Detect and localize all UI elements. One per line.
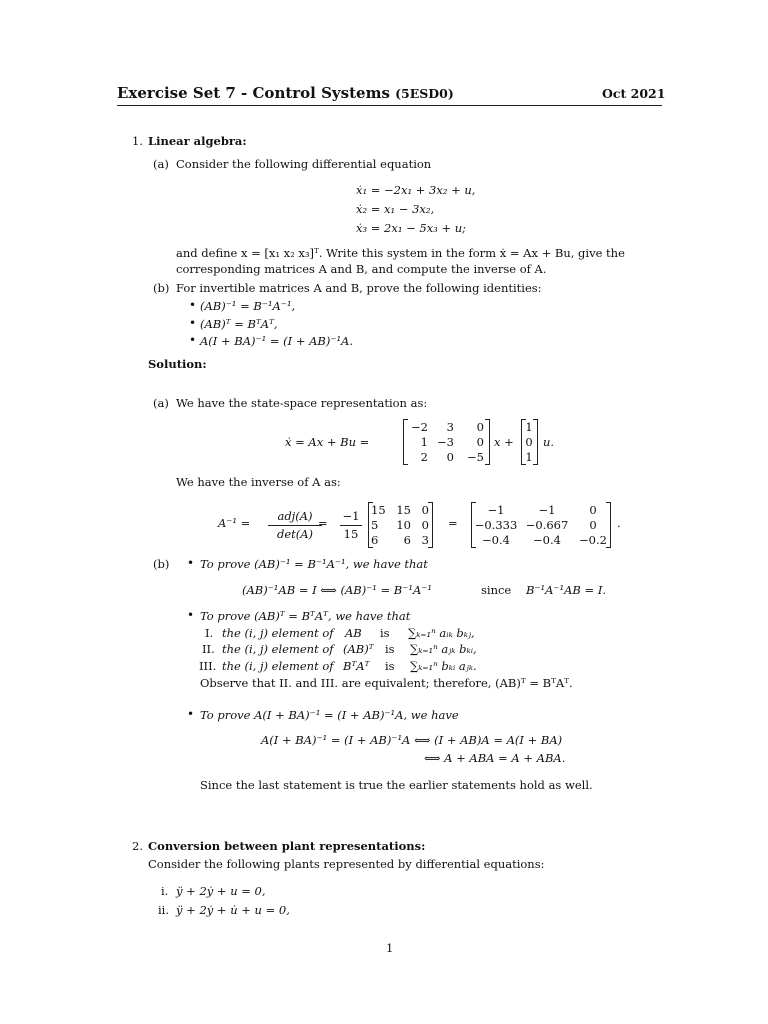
proof-1-since: since (481, 583, 512, 597)
proof-1-equation: (AB)⁻¹AB = I ⟺ (AB)⁻¹ = B⁻¹A⁻¹ (242, 583, 432, 597)
inverse-intro: We have the inverse of A as: (176, 475, 341, 489)
proof-2-sum: ∑ₖ₌₁ⁿ aⱼₖ bₖᵢ, (410, 642, 477, 656)
proof-2-text: the (i, j) element of (222, 659, 334, 673)
inv-lhs: A⁻¹ = (218, 516, 251, 530)
sol-a-intro: We have the state-space representation as: (176, 396, 428, 410)
matrix-inv-cell: −0.4 (482, 533, 510, 547)
matrix-a-cell: 3 (446, 420, 454, 434)
ss-mid: x + (494, 435, 514, 449)
inv-end: . (617, 516, 621, 530)
proof-2-is: is (380, 626, 390, 640)
q1a-text-1: and define x = [x₁ x₂ x₃]ᵀ. Write this system in the form ẋ = Ax + Bu, give the (176, 246, 625, 260)
fraction-adj-den: det(A) (276, 527, 314, 541)
proof-2-num: III. (199, 659, 217, 673)
proof-3-conclusion: Since the last statement is true the earlier statements hold as well. (200, 778, 593, 792)
proof-2-expr: AB (345, 626, 362, 640)
exercise-title (117, 84, 454, 102)
matrix-adj-cell: 15 (371, 503, 386, 517)
matrix-a-cell: −3 (437, 435, 454, 449)
q1b-label: (b) (153, 281, 170, 295)
matrix-adj-cell: 6 (371, 533, 379, 547)
matrix-adj-right-bracket (428, 502, 433, 548)
matrix-a-cell: 0 (476, 435, 484, 449)
equals-sign: = (318, 516, 328, 530)
matrix-a-cell: 0 (446, 450, 454, 464)
proof-2-expr: BᵀAᵀ (343, 659, 370, 673)
proof-1-intro: To prove (AB)⁻¹ = B⁻¹A⁻¹, we have that (200, 557, 428, 571)
equals-sign-2: = (448, 516, 458, 530)
proof-1-since-eq: B⁻¹A⁻¹AB = I. (526, 583, 607, 597)
matrix-adj-cell: 15 (396, 503, 411, 517)
q1-title: Linear algebra: (148, 134, 247, 148)
matrix-adj-cell: 3 (421, 533, 429, 547)
q2-item-label: i. (161, 884, 169, 898)
proof-2-expr: (AB)ᵀ (343, 642, 374, 656)
proof-3-intro: To prove A(I + BA)⁻¹ = (I + AB)⁻¹A, we have (200, 708, 459, 722)
proof-2-intro: To prove (AB)ᵀ = BᵀAᵀ, we have that (200, 609, 411, 623)
course-code: (5ESD0) (395, 86, 454, 101)
matrix-a-cell: −5 (467, 450, 484, 464)
vector-b-cell: 1 (525, 450, 533, 464)
matrix-inv-cell: −0.333 (474, 518, 518, 532)
q2-item-equation: ÿ + 2ẏ + u = 0, (176, 884, 266, 898)
proof-2-sum: ∑ₖ₌₁ⁿ bₖᵢ aⱼₖ. (410, 659, 477, 673)
fraction-adj-line (268, 525, 322, 526)
sol-a-label: (a) (153, 396, 169, 410)
bullet-icon: • (187, 556, 195, 570)
matrix-adj-cell: 5 (371, 518, 379, 532)
fraction-scalar-line (340, 525, 362, 526)
q1a-text-2: corresponding matrices A and B, and compute the inverse of A. (176, 262, 547, 276)
identity-1: (AB)⁻¹ = B⁻¹A⁻¹, (200, 299, 296, 313)
proof-2-text: the (i, j) element of (222, 642, 334, 656)
bullet-icon: • (189, 298, 197, 312)
q2-item-equation: ÿ + 2ẏ + u̇ + u = 0, (176, 903, 290, 917)
vector-b-cell: 1 (525, 420, 533, 434)
matrix-inv-cell: −0.4 (533, 533, 561, 547)
matrix-adj-cell: 0 (421, 518, 429, 532)
bullet-icon: • (189, 316, 197, 330)
proof-2-sum: ∑ₖ₌₁ⁿ aᵢₖ bₖⱼ, (408, 626, 475, 640)
proof-2-num: II. (202, 642, 215, 656)
page-number: 1 (386, 941, 394, 955)
equation-line-3: ẋ₃ = 2x₁ − 5x₃ + u; (356, 221, 467, 235)
exercise-title-text: Exercise Set 7 - Control Systems (117, 84, 390, 102)
matrix-adj-cell: 6 (403, 533, 411, 547)
q2-number: 2. (132, 839, 143, 853)
matrix-inv-cell: −0.2 (579, 533, 607, 547)
proof-2-is: is (385, 642, 395, 656)
proof-2-num: I. (205, 626, 214, 640)
identity-3: A(I + BA)⁻¹ = (I + AB)⁻¹A. (200, 334, 354, 348)
matrix-inv-cell: 0 (589, 503, 597, 517)
solution-heading: Solution: (148, 357, 207, 371)
bullet-icon: • (187, 608, 195, 622)
equation-line-2: ẋ₂ = x₁ − 3x₂, (356, 202, 435, 216)
sol-b-label: (b) (153, 557, 170, 571)
proof-3-equation-2: ⟺ A + ABA = A + ABA. (424, 751, 566, 765)
proof-2-is: is (385, 659, 395, 673)
fraction-scalar-den: 15 (343, 527, 359, 541)
matrix-a-cell: 1 (420, 435, 428, 449)
equation-line-1: ẋ₁ = −2x₁ + 3x₂ + u, (356, 183, 476, 197)
q1a-intro: Consider the following differential equation (176, 157, 432, 171)
proof-2-conclusion: Observe that II. and III. are equivalent; therefore, (AB)ᵀ = BᵀAᵀ. (200, 676, 573, 690)
matrix-inv-cell: −1 (487, 503, 505, 517)
fraction-adj-num: adj(A) (277, 509, 313, 523)
proof-2-text: the (i, j) element of (222, 626, 334, 640)
proof-3-equation-1: A(I + BA)⁻¹ = (I + AB)⁻¹A ⟺ (I + AB)A = A(I + BA) (261, 733, 563, 747)
header-rule (117, 105, 662, 106)
fraction-scalar-num: −1 (342, 509, 360, 523)
matrix-a-right-bracket (485, 419, 490, 465)
vector-b-cell: 0 (525, 435, 533, 449)
q1b-intro: For invertible matrices A and B, prove the following identities: (176, 281, 542, 295)
ss-end: u. (543, 435, 555, 449)
ss-lhs: ẋ = Ax + Bu = (285, 435, 370, 449)
matrix-adj-cell: 10 (396, 518, 411, 532)
q2-intro: Consider the following plants represented by differential equations: (148, 857, 545, 871)
bullet-icon: • (189, 333, 197, 347)
matrix-a-cell: −2 (411, 420, 428, 434)
q2-item-label: ii. (158, 903, 170, 917)
matrix-inv-right-bracket (606, 502, 611, 548)
q1a-label: (a) (153, 157, 169, 171)
matrix-inv-cell: −1 (538, 503, 556, 517)
bullet-icon: • (187, 707, 195, 721)
matrix-a-cell: 2 (420, 450, 428, 464)
exercise-date: Oct 2021 (602, 86, 666, 101)
q2-title: Conversion between plant representations: (148, 839, 426, 853)
vector-b-right-bracket (533, 419, 538, 465)
matrix-a-cell: 0 (476, 420, 484, 434)
matrix-adj-cell: 0 (421, 503, 429, 517)
q1-number: 1. (132, 134, 143, 148)
matrix-inv-cell: 0 (589, 518, 597, 532)
matrix-inv-cell: −0.667 (525, 518, 569, 532)
identity-2: (AB)ᵀ = BᵀAᵀ, (200, 317, 278, 331)
